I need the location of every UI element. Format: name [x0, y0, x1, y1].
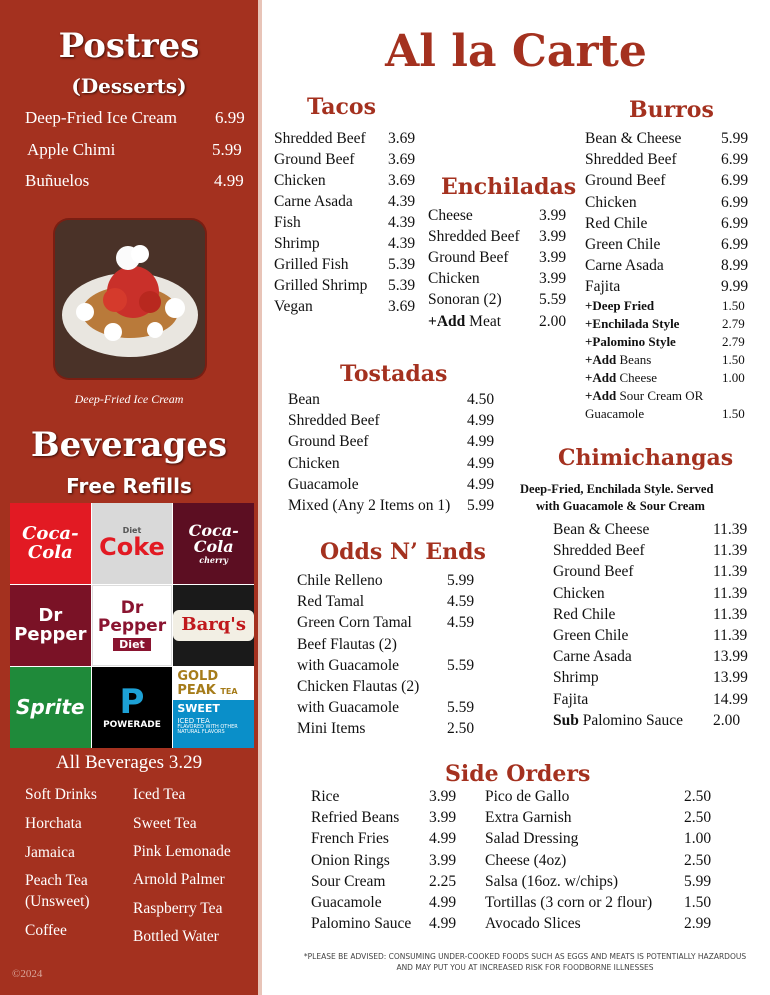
- menu-item-price: 3.99: [429, 788, 457, 805]
- menu-item-price: 5.39: [388, 256, 416, 273]
- menu-item-price: 2.79: [722, 334, 745, 349]
- menu-item-price: 5.99: [467, 497, 495, 514]
- menu-item-price: 8.99: [721, 257, 749, 275]
- chimichangas-heading: Chimichangas: [558, 445, 734, 471]
- menu-item-price: 5.99: [684, 872, 712, 890]
- dessert-price: 5.99: [212, 140, 242, 159]
- menu-item-price: 11.39: [713, 542, 748, 560]
- menu-item-price: 6.99: [721, 236, 749, 253]
- menu-item-price: 4.99: [467, 454, 495, 472]
- menu-item-price: 4.99: [429, 915, 457, 933]
- enchiladas-heading: Enchiladas: [441, 174, 577, 200]
- menu-item-price: 3.69: [388, 298, 416, 315]
- menu-item-price: 3.69: [388, 172, 416, 189]
- menu-item-name: Chicken Flautas (2): [297, 678, 420, 695]
- menu-item-name: Salsa (16oz. w/chips): [485, 872, 619, 890]
- enchiladas-add-meat: +Add Meat: [428, 313, 502, 330]
- powerade-logo: P POWERADE: [92, 667, 173, 748]
- cherry-coke-logo: Coca-Cola cherry: [173, 503, 254, 584]
- menu-item-price: 13.99: [713, 669, 748, 687]
- beverage-item: Soft Drinks: [25, 786, 97, 803]
- menu-item-name: Red Chile: [585, 214, 648, 232]
- menu-item-name: Bean & Cheese: [553, 521, 650, 538]
- menu-item-name: Sonoran (2): [428, 291, 502, 308]
- chimichangas-sub-sauce-price: 2.00: [713, 712, 741, 729]
- ice-cream-illustration: [55, 220, 205, 378]
- menu-item-name: Chicken: [428, 270, 480, 287]
- menu-item-name: Ground Beef: [585, 172, 666, 190]
- menu-item-name: Red Tamal: [297, 593, 365, 611]
- dessert-name: Buñuelos: [25, 171, 90, 190]
- menu-item-name: Fish: [274, 214, 301, 231]
- postres-title: Postres: [58, 26, 200, 66]
- beverage-item: Horchata: [25, 815, 82, 832]
- menu-item-price: 1.50: [722, 406, 745, 421]
- menu-item-price: 11.39: [713, 521, 748, 538]
- menu-item-name: Avocado Slices: [485, 915, 581, 933]
- menu-item-price: 3.69: [388, 151, 416, 168]
- menu-item-price: 5.99: [447, 572, 475, 589]
- menu-item-name: Onion Rings: [311, 851, 390, 869]
- menu-item-price: 6.99: [721, 214, 749, 232]
- menu-item-price: 11.39: [713, 605, 748, 623]
- menu-item-name: Shredded Beef: [428, 228, 520, 245]
- beverage-item: Jamaica: [25, 844, 75, 861]
- menu-item-name: Bean: [288, 391, 320, 408]
- menu-item-name: Guacamole: [311, 894, 382, 911]
- menu-item-name: +Add Beans: [585, 352, 652, 367]
- menu-item-price: 3.99: [539, 207, 567, 224]
- menu-item-price: 5.59: [447, 699, 475, 717]
- menu-item-name: with Guacamole: [297, 699, 400, 717]
- beverage-item: Pink Lemonade: [133, 843, 231, 860]
- menu-item-price: 4.59: [447, 593, 475, 611]
- postres-subtitle: (Desserts): [71, 74, 187, 98]
- beverage-logos: [10, 503, 254, 748]
- menu-item-price: 4.99: [429, 894, 457, 911]
- menu-item-price: 3.99: [429, 851, 457, 869]
- copyright-year: ©2024: [12, 968, 43, 980]
- diet-coke-logo: Diet Coke: [92, 503, 173, 584]
- menu-item-name: with Guacamole: [297, 656, 400, 674]
- menu-item-price: 6.99: [721, 172, 749, 190]
- menu-item-price: 9.99: [721, 278, 749, 296]
- beverages-subtitle: Free Refills: [66, 474, 192, 498]
- menu-item-price: 1.00: [684, 830, 712, 848]
- menu-item-price: 3.99: [539, 228, 567, 245]
- menu-item-name: Shredded Beef: [585, 151, 677, 169]
- menu-item-price: 11.39: [713, 584, 748, 602]
- menu-item-name: Carne Asada: [553, 648, 632, 666]
- beverages-title: Beverages: [30, 425, 228, 465]
- beverage-item: Coffee: [25, 922, 67, 939]
- menu-item-price: 2.50: [684, 851, 712, 869]
- dr-pepper-logo: Dr Pepper: [10, 585, 91, 666]
- menu-item-name: Palomino Sauce: [311, 915, 412, 933]
- menu-item-price: 14.99: [713, 690, 748, 708]
- menu-item-price: 4.50: [467, 391, 495, 408]
- menu-item-name: Green Chile: [553, 627, 629, 644]
- menu-item-name: +Add Cheese: [585, 370, 658, 385]
- menu-item-price: 4.99: [429, 830, 457, 848]
- menu-item-price: 1.00: [722, 370, 745, 385]
- sprite-logo: Sprite: [10, 667, 91, 748]
- burros-heading: Burros: [629, 97, 714, 123]
- menu-item-price: 5.99: [721, 130, 749, 147]
- menu-item-name: Shrimp: [274, 235, 320, 252]
- menu-item-name: Grilled Fish: [274, 256, 349, 273]
- menu-item-name: Green Corn Tamal: [297, 614, 412, 632]
- menu-item-price: 3.69: [388, 130, 416, 147]
- tacos-heading: Tacos: [307, 94, 376, 120]
- coca-cola-logo: Coca-Cola: [10, 503, 91, 584]
- beverage-item: Peach Tea: [25, 872, 88, 889]
- menu-item-price: 1.50: [684, 894, 712, 911]
- chimichangas-subtitle: Deep-Fried, Enchilada Style. Served: [520, 482, 714, 496]
- menu-item-name: Mini Items: [297, 720, 366, 738]
- chimichangas-subtitle: with Guacamole & Sour Cream: [536, 499, 705, 513]
- barqs-logo: Barq's: [173, 585, 254, 666]
- menu-item-price: 6.99: [721, 151, 749, 169]
- menu-item-price: 2.50: [447, 720, 475, 738]
- menu-item-name: Guacamole: [585, 406, 645, 421]
- beverage-item: (Unsweet): [25, 893, 90, 910]
- menu-item-name: Grilled Shrimp: [274, 277, 368, 294]
- menu-item-price: 4.59: [447, 614, 475, 632]
- menu-item-name: Carne Asada: [585, 257, 664, 275]
- menu-item-name: Green Chile: [585, 236, 661, 253]
- sidebar-divider: [258, 0, 262, 995]
- menu-item-name: +Enchilada Style: [585, 316, 680, 331]
- menu-item-name: Ground Beef: [553, 563, 634, 581]
- menu-item-name: Carne Asada: [274, 193, 353, 210]
- menu-item-name: Ground Beef: [288, 433, 369, 451]
- chimichangas-sub-sauce: Sub Palomino Sauce: [553, 712, 684, 729]
- menu-item-price: 11.39: [713, 627, 748, 644]
- menu-item-name: Rice: [311, 788, 340, 805]
- menu-item-name: Guacamole: [288, 475, 359, 493]
- menu-item-name: Ground Beef: [274, 151, 355, 168]
- menu-item-name: Salad Dressing: [485, 830, 579, 848]
- menu-item-price: 2.25: [429, 872, 457, 890]
- dessert-price: 4.99: [214, 171, 244, 190]
- menu-item-price: 4.39: [388, 214, 416, 231]
- menu-item-name: Shredded Beef: [553, 542, 645, 560]
- menu-item-price: 1.50: [722, 298, 745, 313]
- advisory-line: AND MAY PUT YOU AT INCREASED RISK FOR FOODBORNE ILLNESSES: [396, 962, 654, 972]
- menu-item-name: Tortillas (3 corn or 2 flour): [485, 894, 653, 911]
- menu-item-name: Ground Beef: [428, 249, 509, 266]
- menu-item-price: 2.99: [684, 915, 712, 933]
- menu-item-name: Refried Beans: [311, 809, 400, 827]
- menu-item-name: French Fries: [311, 830, 389, 848]
- menu-item-name: Fajita: [553, 690, 589, 708]
- menu-item-name: Cheese (4oz): [485, 851, 567, 869]
- menu-item-price: 5.59: [539, 291, 567, 308]
- advisory-line: *PLEASE BE ADVISED: CONSUMING UNDER-COOKED FOODS SUCH AS EGGS AND MEATS IS POTENTIALLY HAZARDOUS: [303, 952, 747, 961]
- beverage-item: Sweet Tea: [133, 815, 197, 832]
- page-title: Al la Carte: [385, 26, 647, 77]
- menu-item-price: 2.50: [684, 788, 712, 805]
- menu-item-name: Pico de Gallo: [485, 788, 570, 805]
- menu-item-name: Chicken: [274, 172, 326, 189]
- beverage-item: Bottled Water: [133, 928, 219, 945]
- dessert-photo: [55, 220, 205, 378]
- menu-item-name: Chicken: [553, 584, 605, 602]
- menu-item-name: Cheese: [428, 207, 473, 224]
- menu-item-price: 4.99: [467, 433, 495, 451]
- all-beverages-price: All Beverages 3.29: [55, 752, 203, 773]
- menu-item-price: 4.99: [467, 412, 495, 430]
- menu-item-name: Extra Garnish: [485, 809, 572, 827]
- menu-item-name: Shredded Beef: [288, 412, 380, 430]
- menu-item-price: 4.39: [388, 193, 416, 210]
- menu-item-name: Chile Relleno: [297, 572, 383, 589]
- menu-item-price: 1.50: [722, 352, 745, 367]
- menu-item-name: Shrimp: [553, 669, 599, 687]
- menu-item-name: Fajita: [585, 278, 621, 296]
- menu-item-name: Sour Cream: [311, 872, 386, 890]
- menu-item-name: Beef Flautas (2): [297, 635, 397, 653]
- menu-item-name: Red Chile: [553, 605, 616, 623]
- menu-item-price: 5.39: [388, 277, 416, 294]
- tostadas-heading: Tostadas: [340, 361, 448, 387]
- beverage-item: Arnold Palmer: [133, 871, 225, 888]
- menu-item-name: Bean & Cheese: [585, 130, 682, 147]
- odds-ends-heading: Odds N’ Ends: [320, 539, 486, 565]
- menu-item-name: +Add Sour Cream OR: [585, 388, 704, 403]
- menu-item-price: 4.39: [388, 235, 416, 252]
- menu-item-name: Shredded Beef: [274, 130, 366, 147]
- menu-item-name: +Deep Fried: [585, 298, 655, 313]
- menu-item-name: Vegan: [274, 298, 313, 315]
- menu-item-name: +Palomino Style: [585, 334, 676, 349]
- menu-item-price: 2.50: [684, 809, 712, 827]
- dessert-name: Apple Chimi: [27, 140, 116, 159]
- side-orders-heading: Side Orders: [445, 761, 591, 787]
- menu-item-price: 3.99: [539, 270, 567, 287]
- menu-item-name: Chicken: [288, 454, 340, 472]
- photo-caption: Deep-Fried Ice Cream: [74, 392, 184, 406]
- enchiladas-add-meat-price: 2.00: [539, 313, 567, 330]
- diet-dr-pepper-logo: Dr Pepper Diet: [92, 585, 173, 666]
- dessert-name: Deep-Fried Ice Cream: [25, 108, 177, 127]
- beverage-item: Iced Tea: [133, 786, 186, 803]
- dessert-price: 6.99: [215, 108, 245, 127]
- menu-item-price: 6.99: [721, 193, 749, 211]
- menu-item-name: Chicken: [585, 193, 637, 211]
- menu-item-price: 3.99: [539, 249, 567, 266]
- menu-item-price: 2.79: [722, 316, 745, 331]
- gold-peak-logo: GOLD PEAK TEA SWEET ICED TEA FLAVORED WITH OTHER NATURAL FLAVORS: [173, 667, 254, 748]
- menu-item-price: 3.99: [429, 809, 457, 827]
- menu-item-price: 4.99: [467, 475, 495, 493]
- menu-item-name: Mixed (Any 2 Items on 1): [288, 497, 451, 514]
- food-advisory: [290, 952, 760, 973]
- menu-item-price: 11.39: [713, 563, 748, 581]
- menu-item-price: 5.59: [447, 656, 475, 674]
- beverage-item: Raspberry Tea: [133, 900, 223, 917]
- menu-item-price: 13.99: [713, 648, 748, 666]
